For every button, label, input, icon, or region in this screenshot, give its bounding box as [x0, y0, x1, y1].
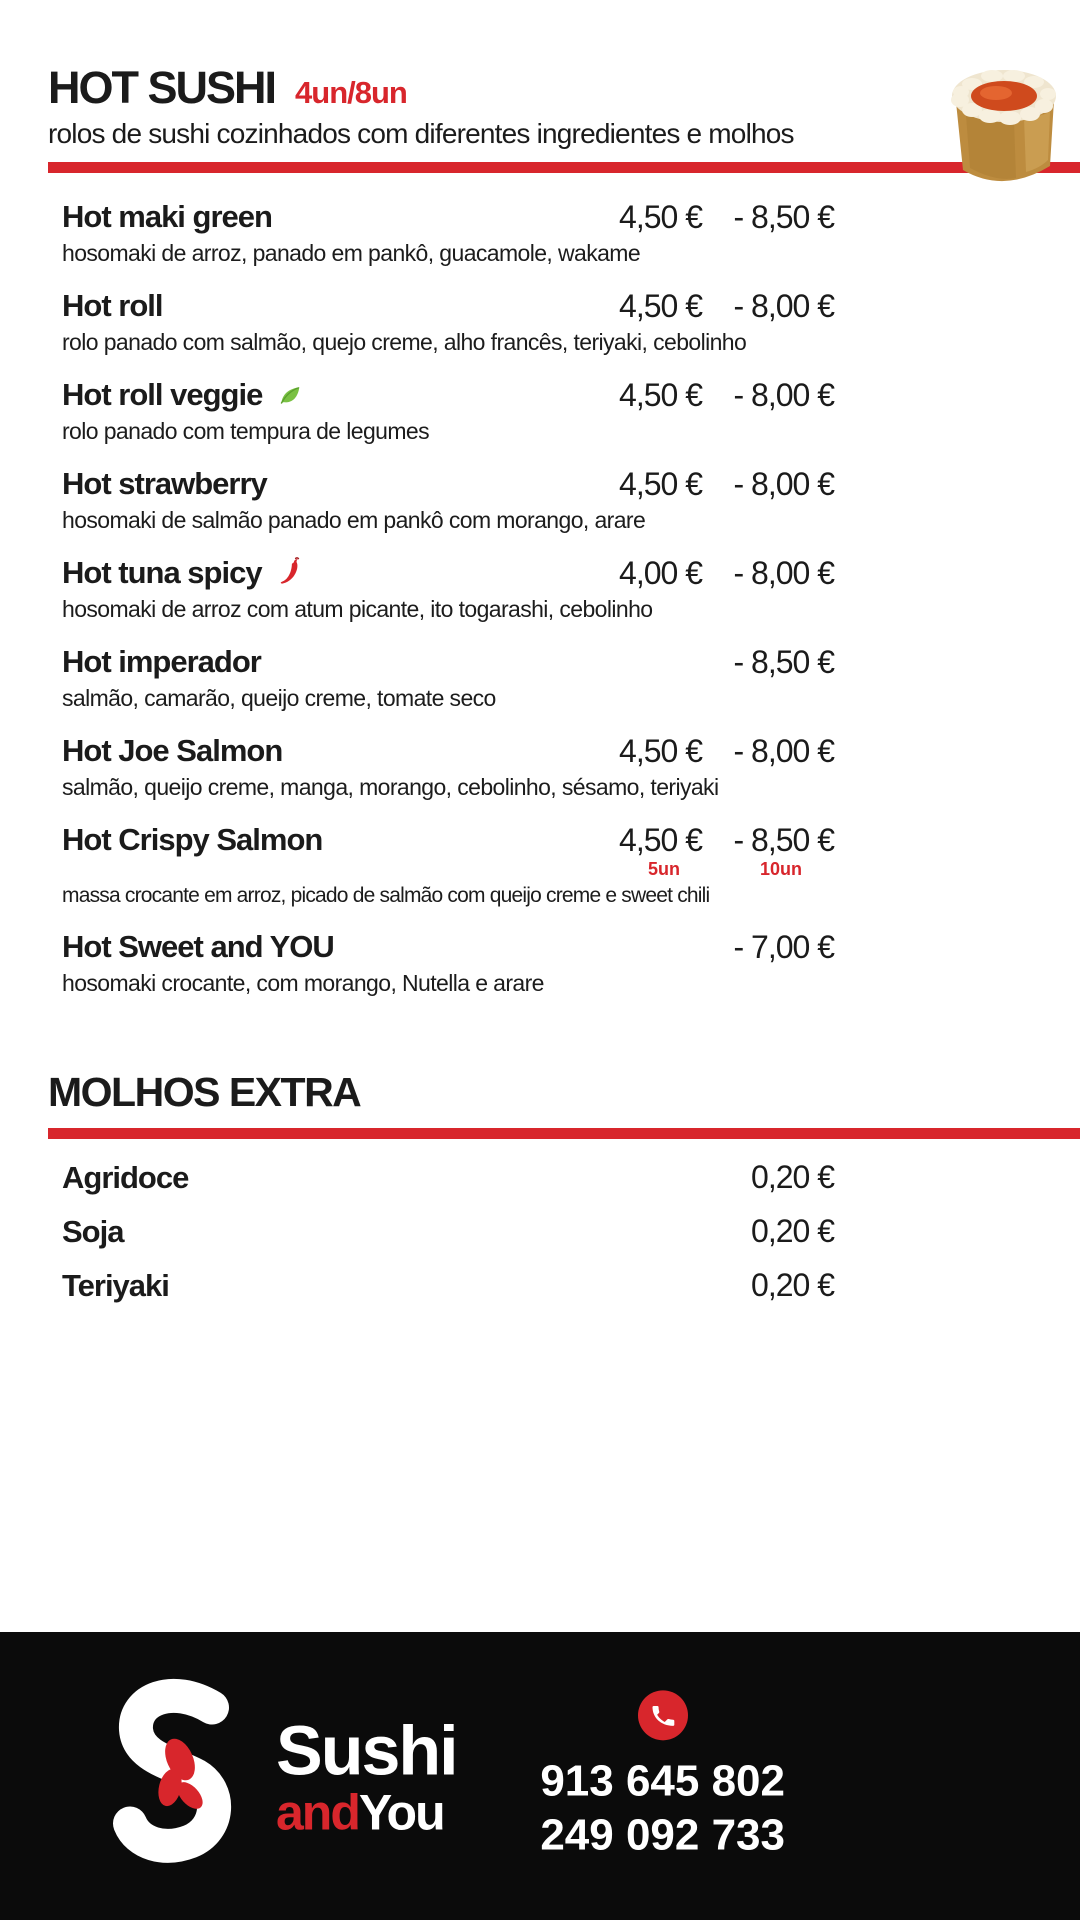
item-description: salmão, queijo creme, manga, morango, cebolinho, sésamo, teriyaki [62, 774, 719, 800]
item-price-8un: - 8,00 € [733, 466, 834, 502]
item-price-10un: - 8,50 € [733, 822, 834, 858]
footer [0, 1632, 1080, 1920]
hot-sushi-photo [936, 60, 1074, 192]
item-price-4un: 4,50 € [619, 288, 702, 324]
item-name: Hot Crispy Salmon [62, 822, 323, 857]
item-price-8un: - 8,00 € [733, 555, 834, 591]
brand-logo [100, 1674, 457, 1879]
item-description: rolo panado com salmão, quejo creme, alho francês, teriyaki, cebolinho [62, 329, 747, 355]
item-name: Hot imperador [62, 644, 261, 679]
brand-you: You [358, 1784, 444, 1840]
sauce-price: 0,20 € [751, 1213, 834, 1249]
brand-and: and [276, 1784, 359, 1840]
sushi-and-you-logo-icon [100, 1674, 250, 1879]
item-price-4un: 4,50 € [619, 733, 702, 769]
item-price-4un: 4,50 € [619, 377, 702, 413]
item-price-5un: 4,50 € [619, 822, 702, 858]
item-description: massa crocante em arroz, picado de salmão com queijo creme e sweet chili [62, 884, 710, 907]
item-price-8un: - 8,00 € [733, 377, 834, 413]
item-name: Hot roll veggie [62, 377, 263, 412]
brand-sushi: Sushi [276, 1711, 457, 1789]
sauce-row [62, 1159, 834, 1196]
menu-item [62, 199, 834, 267]
phone-number-1: 913 645 802 [540, 1756, 785, 1806]
item-price-8un: - 8,50 € [733, 644, 834, 680]
item-price-8un: - 8,00 € [733, 733, 834, 769]
menu-item [62, 288, 834, 356]
sauce-price: 0,20 € [751, 1159, 834, 1195]
sauce-name: Teriyaki [62, 1268, 169, 1303]
sauce-row [62, 1213, 834, 1250]
menu-item [62, 822, 834, 908]
item-description: hosomaki crocante, com morango, Nutella e arare [62, 970, 544, 996]
red-divider [48, 1128, 1080, 1139]
item-description: hosomaki de salmão panado em pankô com morango, arare [62, 507, 646, 533]
menu-item [62, 377, 834, 445]
item-description: hosomaki de arroz, panado em pankô, guacamole, wakame [62, 240, 641, 266]
menu-item [62, 929, 834, 997]
units-label: 4un/8un [295, 75, 407, 110]
chili-icon [276, 556, 302, 591]
menu-item [62, 555, 834, 623]
sauce-name: Agridoce [62, 1160, 189, 1195]
item-description: salmão, camarão, queijo creme, tomate seco [62, 685, 496, 711]
brand-wordmark [276, 1711, 457, 1840]
item-name: Hot tuna spicy [62, 555, 262, 590]
sauces-title: MOLHOS EXTRA [48, 1069, 361, 1115]
page-title: HOT SUSHI [48, 62, 276, 113]
item-description: rolo panado com tempura de legumes [62, 418, 429, 444]
menu-item [62, 466, 834, 534]
item-name: Hot strawberry [62, 466, 267, 501]
menu-items-list [48, 173, 834, 997]
item-name: Hot Sweet and YOU [62, 929, 334, 964]
phone-number-2: 249 092 733 [540, 1810, 785, 1859]
sauce-row [62, 1267, 834, 1304]
section-subtitle: rolos de sushi cozinhados com diferentes ingredientes e molhos [48, 118, 794, 149]
item-price-4un: 4,50 € [619, 199, 702, 235]
brand-andyou [276, 1784, 457, 1840]
item-name: Hot Joe Salmon [62, 733, 283, 768]
item-price-8un: - 8,00 € [733, 288, 834, 324]
sauces-list [48, 1139, 834, 1304]
sauce-price: 0,20 € [751, 1267, 834, 1303]
item-price-4un: 4,50 € [619, 466, 702, 502]
menu-item [62, 644, 834, 712]
leaf-icon [276, 379, 304, 412]
units-sub-label: 10un [759, 859, 802, 879]
phone-icon [638, 1690, 688, 1740]
item-price-8un: - 8,50 € [733, 199, 834, 235]
item-price-4un: 4,00 € [619, 555, 702, 591]
sauce-name: Soja [62, 1214, 124, 1249]
red-divider [48, 162, 1080, 173]
phone-contact-block [540, 1690, 785, 1861]
item-name: Hot roll [62, 288, 163, 323]
item-description: hosomaki de arroz com atum picante, ito togarashi, cebolinho [62, 596, 653, 622]
item-price-8un: - 7,00 € [733, 929, 834, 965]
units-sub-label: 5un [647, 859, 680, 879]
sauces-section [48, 1069, 1080, 1304]
item-name: Hot maki green [62, 199, 272, 234]
section-header [48, 62, 1080, 114]
menu-item [62, 733, 834, 801]
